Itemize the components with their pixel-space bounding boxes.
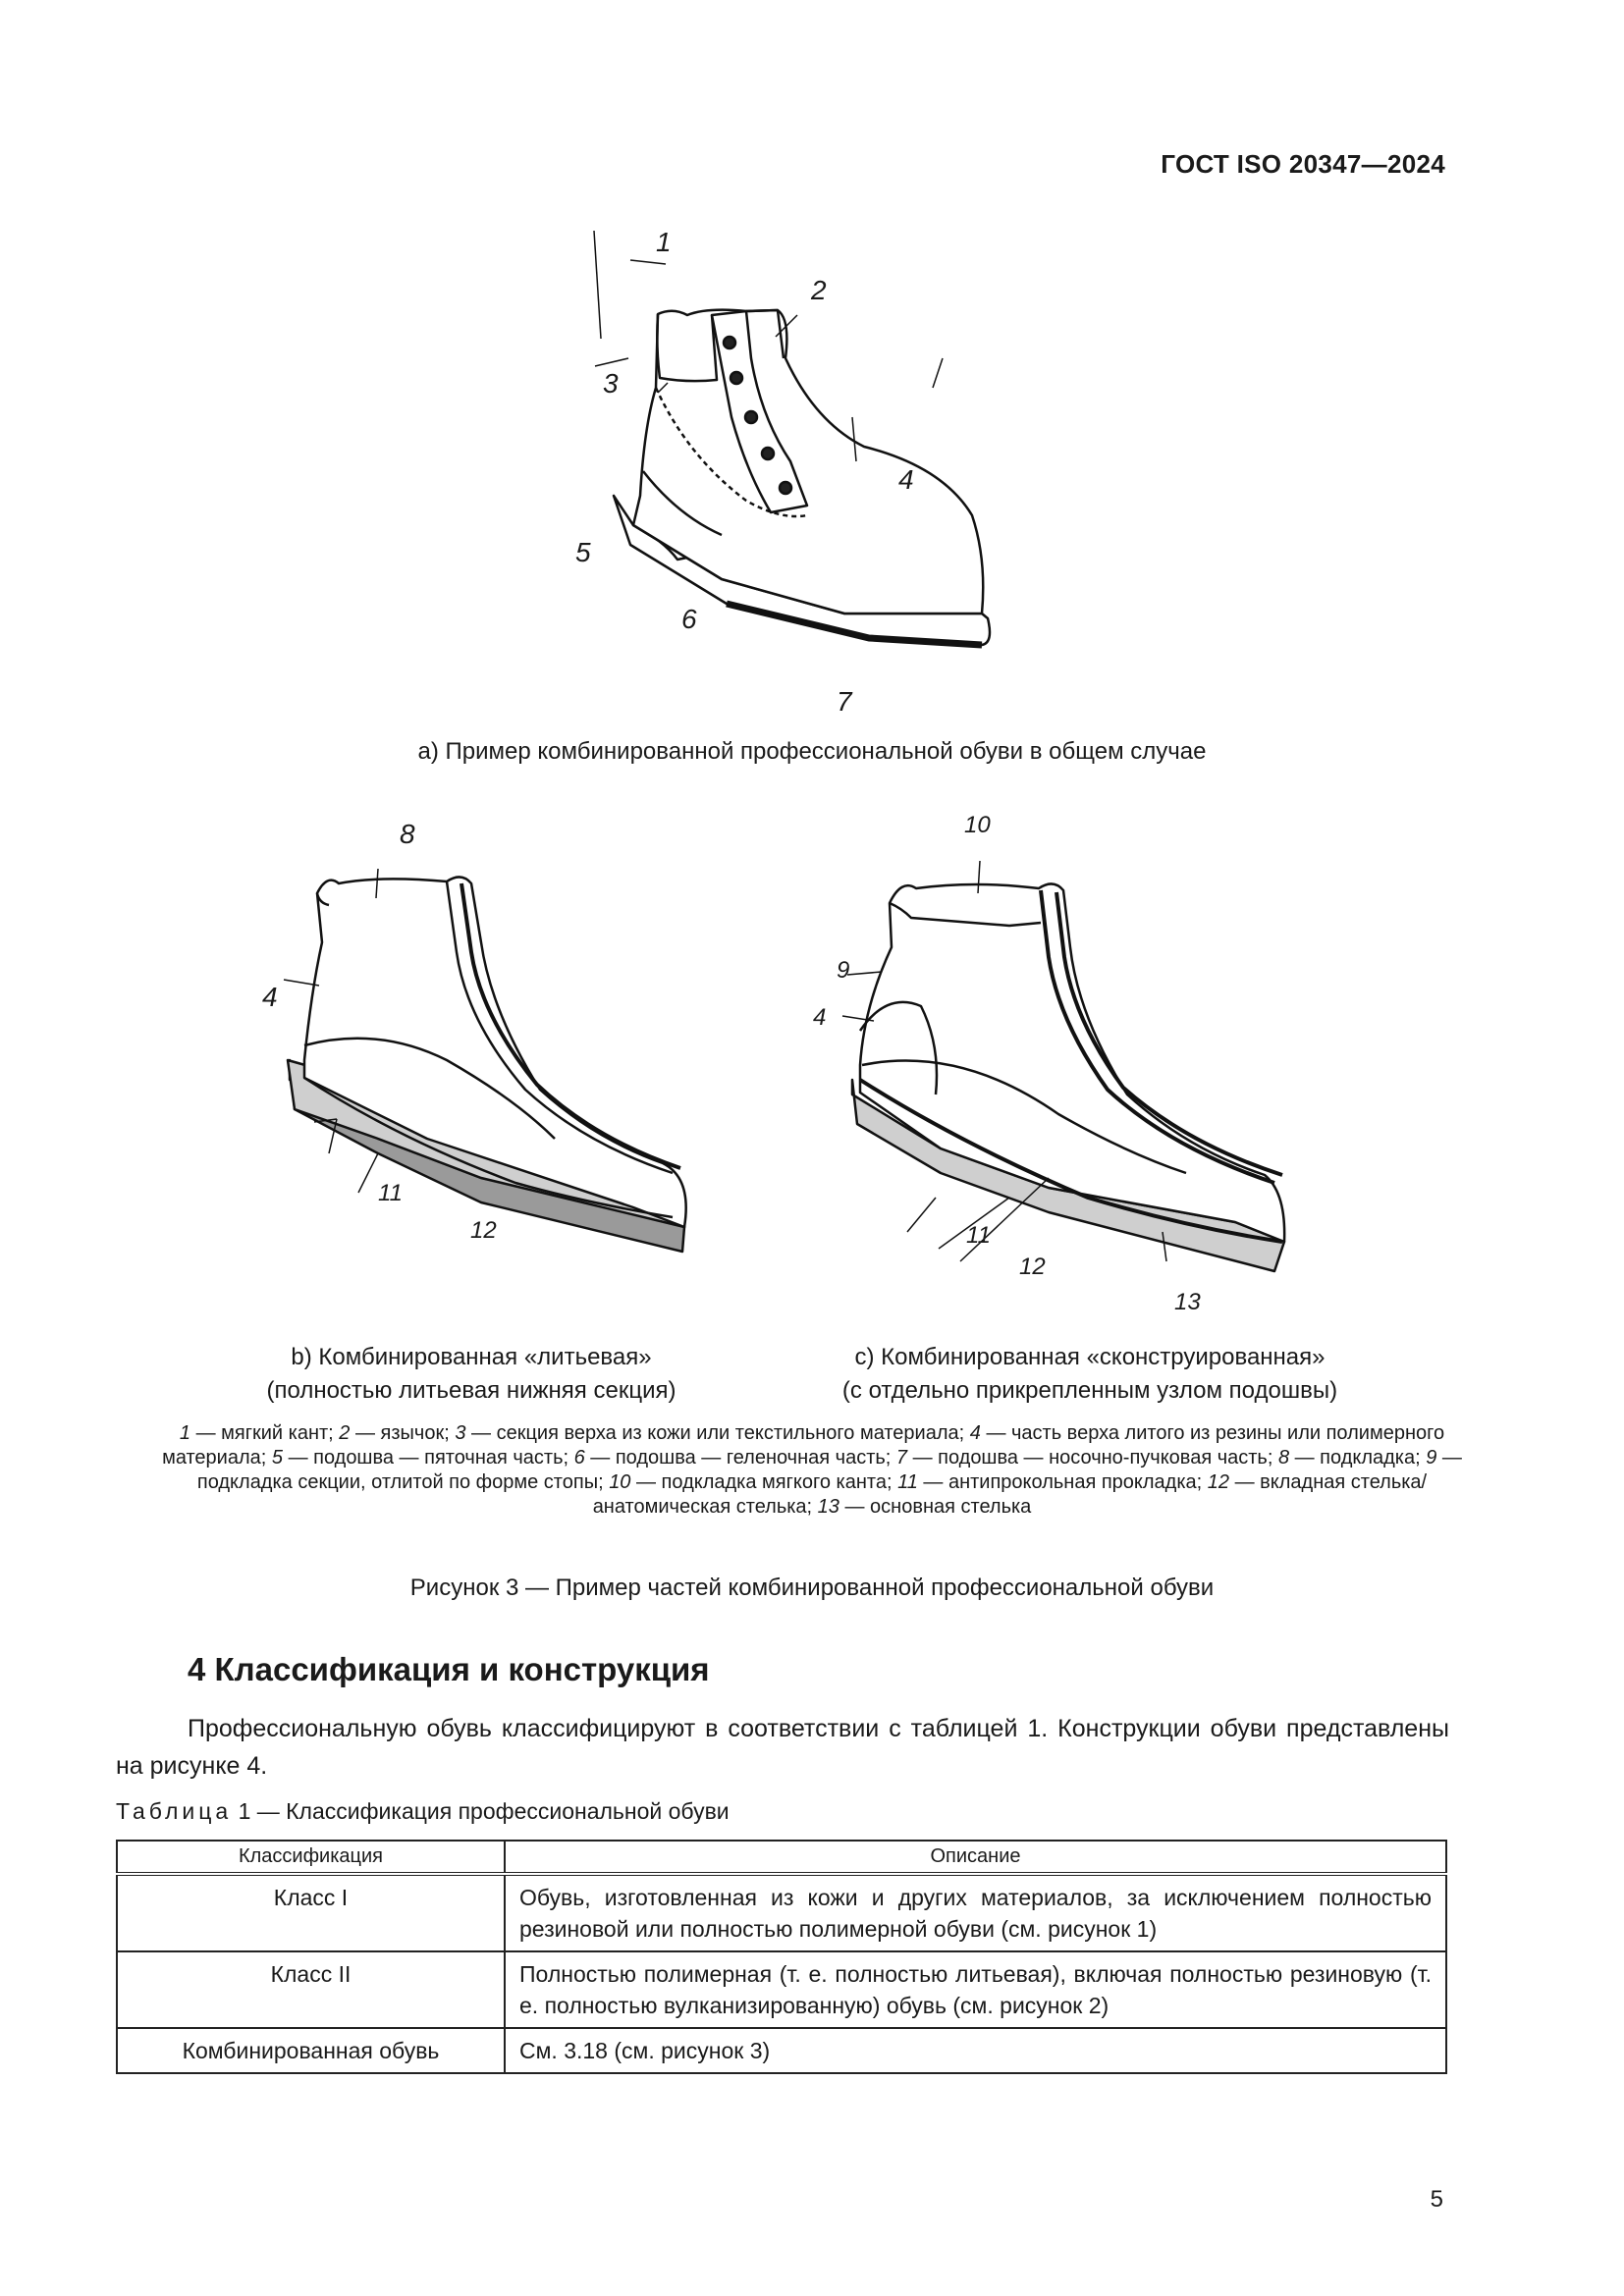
legend-number: 11 bbox=[897, 1471, 918, 1493]
section-heading: 4 Классификация и конструкция bbox=[188, 1651, 710, 1687]
document-code: ГОСТ ISO 20347—2024 bbox=[1161, 149, 1445, 179]
legend-text: — антипрокольная прокладка; bbox=[917, 1471, 1208, 1493]
legend-number: 5 bbox=[271, 1447, 284, 1468]
legend-text: — мягкий кант; bbox=[190, 1422, 340, 1444]
part-label-4-c: 4 bbox=[813, 1004, 827, 1031]
part-label-3: 3 bbox=[603, 368, 619, 399]
table-cell-class: Комбинированная обувь bbox=[117, 2028, 505, 2073]
legend-text: — подкладка; bbox=[1289, 1447, 1427, 1468]
classification-table bbox=[116, 1840, 1447, 2074]
figure-c-caption bbox=[776, 1341, 1404, 1408]
legend-text: — вкладная стелька/анатомическая стелька; bbox=[592, 1471, 1428, 1518]
legend-number: 1 bbox=[179, 1422, 191, 1444]
part-label-8: 8 bbox=[400, 819, 415, 849]
figure-title: Рисунок 3 — Пример частей комбинированной профессиональной обуви bbox=[409, 1575, 1215, 1601]
part-label-2: 2 bbox=[811, 275, 827, 305]
part-label-7: 7 bbox=[837, 686, 852, 717]
legend-number: 2 bbox=[339, 1422, 351, 1444]
part-label-12-b: 12 bbox=[470, 1217, 497, 1244]
figure-panel-c bbox=[813, 810, 1304, 1320]
part-label-6: 6 bbox=[681, 604, 697, 634]
part-label-12-c: 12 bbox=[1019, 1254, 1046, 1280]
part-label-4-b: 4 bbox=[262, 982, 278, 1012]
legend-number: 3 bbox=[455, 1422, 466, 1444]
table-row bbox=[117, 1874, 1446, 1951]
page-number: 5 bbox=[1430, 2186, 1443, 2213]
table-header-classification: Классификация bbox=[117, 1841, 505, 1874]
part-label-1: 1 bbox=[656, 227, 672, 257]
table-cell-description: Полностью полимерная (т. е. полностью литьевая), включая полностью резиновую (т. е. полностью вулканизированную) обувь (см. рисунок 2) bbox=[505, 1951, 1446, 2028]
table-row bbox=[117, 1951, 1446, 2028]
legend-number: 10 bbox=[609, 1471, 631, 1493]
table-caption-prefix: Таблица bbox=[116, 1798, 233, 1824]
legend-text: — подкладка мягкого канта; bbox=[630, 1471, 898, 1493]
part-label-4: 4 bbox=[898, 464, 914, 495]
table-cell-description: См. 3.18 (см. рисунок 3) bbox=[505, 2028, 1446, 2073]
legend-number: 9 bbox=[1426, 1447, 1437, 1468]
part-label-11-b: 11 bbox=[378, 1180, 403, 1206]
legend-text: — подошва — носочно-пучковая часть; bbox=[907, 1447, 1278, 1468]
figure-c-caption-line2: (с отдельно прикрепленным узлом подошвы) bbox=[841, 1377, 1338, 1404]
figure-panel-b bbox=[260, 815, 712, 1256]
legend-text: — подкладка секции, отлитой по форме стопы; bbox=[196, 1447, 1462, 1493]
legend-number: 13 bbox=[817, 1496, 839, 1518]
figure-a-caption: а) Пример комбинированной профессиональной обуви в общем случае bbox=[417, 738, 1207, 765]
figure-panel-a bbox=[550, 221, 1011, 717]
table-caption bbox=[116, 1798, 730, 1825]
boot-illustration-b bbox=[260, 815, 712, 1256]
part-label-5: 5 bbox=[575, 537, 591, 567]
legend-number: 7 bbox=[895, 1447, 908, 1468]
part-label-13: 13 bbox=[1174, 1289, 1201, 1315]
legend-text: — основная стелька bbox=[839, 1496, 1032, 1518]
legend-number: 6 bbox=[573, 1447, 585, 1468]
legend-text: — язычок; bbox=[350, 1422, 456, 1444]
figure-b-caption bbox=[177, 1341, 766, 1408]
part-label-10: 10 bbox=[964, 812, 991, 838]
figure-c-caption-line1: c) Комбинированная «сконструированная» bbox=[854, 1344, 1326, 1370]
figure-b-caption-line2: (полностью литьевая нижняя секция) bbox=[266, 1377, 677, 1404]
legend-number: 4 bbox=[969, 1422, 981, 1444]
table-header-description: Описание bbox=[505, 1841, 1446, 1874]
table-caption-text: 1 — Классификация профессиональной обуви bbox=[232, 1798, 730, 1824]
table-cell-class: Класс II bbox=[117, 1951, 505, 2028]
figure-legend bbox=[147, 1421, 1477, 1520]
section-paragraph: Профессиональную обувь классифицируют в соответствии с таблицей 1. Конструкции обуви представлены на рисунке 4. bbox=[116, 1715, 1449, 1780]
legend-number: 8 bbox=[1277, 1447, 1290, 1468]
figure-b-caption-line1: b) Комбинированная «литьевая» bbox=[291, 1344, 652, 1370]
table-cell-class: Класс I bbox=[117, 1874, 505, 1951]
legend-text: — подошва — пяточная часть; bbox=[283, 1447, 574, 1468]
boot-illustration-a bbox=[550, 221, 1011, 717]
legend-number: 12 bbox=[1207, 1471, 1230, 1493]
part-label-11-c: 11 bbox=[966, 1222, 991, 1249]
legend-text: — подошва — геленочная часть; bbox=[584, 1447, 896, 1468]
boot-illustration-c bbox=[813, 810, 1304, 1320]
legend-text: — секция верха из кожи или текстильного материала; bbox=[465, 1422, 970, 1444]
table-cell-description: Обувь, изготовленная из кожи и других материалов, за исключением полностью резиновой или полностью полимерной обуви (см. рисунок 1) bbox=[505, 1874, 1446, 1951]
table-row bbox=[117, 2028, 1446, 2073]
part-label-9: 9 bbox=[837, 957, 850, 984]
legend-text: — часть верха литого из резины или полимерного материала; bbox=[162, 1422, 1445, 1468]
